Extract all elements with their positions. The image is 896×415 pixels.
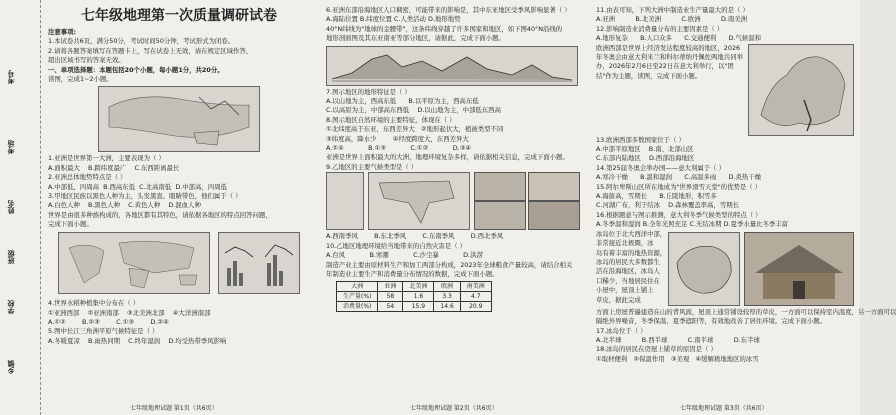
photo-thumbnail (474, 172, 526, 201)
material-text: 地形剖面图及其东亚南亚等部分地区，请据此，完成下面小题。 (326, 34, 505, 43)
photo-thumbnail (474, 201, 526, 230)
table-row (337, 302, 492, 312)
page-1-footer: 七年级地理试题 第1页（共6页） (130, 405, 218, 412)
page-3 (596, 6, 896, 364)
table-cell: 15.9 (403, 302, 434, 312)
question-8: 8.图示地区自然环境的主要特征，体现在（ ） (326, 115, 456, 124)
binding-label-kaochang: 考场 (7, 140, 15, 154)
page-3-footer: 七年级地理试题 第3页（共6页） (680, 405, 768, 412)
table-cell: 3.3 (434, 292, 460, 302)
q1-options: A.面积最大 B.跨纬度最广 C.东西距离最长 (48, 163, 180, 172)
q5-options: A.冬暖夏凉 B.雨热同期 C.终年湿润 D.均受热带季风影响 (48, 336, 227, 345)
question-13: 13.欧洲西部多数国家位于（ ） (596, 135, 685, 144)
world-map-svg (59, 233, 209, 293)
question-1: 1.亚洲是世界第一大洲，主要表现为（ ） (48, 154, 165, 163)
q10-options: A.台风 B.寒潮 C.沙尘暴 D.洪涝 (326, 251, 483, 260)
iceland-block (596, 230, 854, 308)
south-asia-map-figure (368, 172, 470, 230)
world-map-figure (58, 232, 210, 294)
europe-block (596, 44, 854, 136)
table-cell: 欧洲 (434, 282, 460, 292)
section-heading: 一、单项选择题：本题包括20个小题，每小题1分，共20分。 (48, 65, 224, 74)
q17-options: A.北半球 B.西半球 C.南半球 D.东半球 (596, 335, 760, 344)
q7-options: C.以高原为主，中部高东西低 D.以山地为主，中部低东西高 (326, 106, 501, 115)
intro-text: 读图，完成1~2小题。 (48, 75, 113, 84)
region-figures (326, 172, 588, 232)
material-text: 方面上房屋普遍建造在山的背风面，屋顶上通常铺设较厚的草皮，一方面可以保持室内温度，另一方面可以 (596, 307, 896, 316)
table-cell: 14.6 (434, 302, 460, 312)
table-row (337, 292, 492, 302)
q16-options: A.冬季温和湿润 B.全年光照充足 C.无结冰期 D.夏季水量比冬季丰富 (596, 220, 789, 229)
table-cell: 4.7 (460, 292, 491, 302)
q8-options: ③纬度高，降水少 ④经度跨度大，东西差异大 (326, 134, 469, 143)
q7-options: A.以山地为主，西高东低 B.以平原为主，西高东低 (326, 97, 479, 106)
page-2-footer: 七年级地理试题 第2页（共6页） (410, 405, 498, 412)
south-asia-map-svg (369, 173, 469, 229)
q8-choices: A.②④ B.①③ C.①② D.③④ (326, 144, 472, 153)
table-cell: 20.9 (460, 302, 491, 312)
material-text: 40°N纬线为"地球的金腰带"，这条纬线穿越了许多国家和地区，如下图40°N沿线的 (326, 24, 563, 33)
q12-options: A.地形复杂 B.人口众多 C.交通便利 D.气候温和 (596, 34, 762, 43)
q4-options: ①亚洲西部 ②亚洲南部 ③北美洲北部 ④大洋洲南部 (48, 308, 211, 317)
table-cell: 亚洲 (378, 282, 403, 292)
table-cell: 54 (378, 302, 403, 312)
question-4: 4.世界水稻种植集中分布在（ ） (48, 299, 140, 308)
binding-label-name: 姓名 (7, 200, 15, 214)
question-18: 18.冰岛的居民在房屋上铺草的原因是（ ） (596, 345, 717, 354)
notes-heading: 注意事项: (48, 28, 77, 36)
turf-house-svg (745, 233, 853, 305)
page-2 (326, 6, 588, 314)
table-row (337, 282, 492, 292)
q4-choices: A.①② B.②③ C.①③ D.②④ (48, 317, 169, 326)
table-cell: 消费量(%) (337, 302, 378, 312)
material-text: 制造产业主要由原材料生产和加工两部分构成，2023年全球粮食产量较高，请结合相关 (326, 260, 573, 269)
q8-options: ①北纬度高于东亚，东西差异大 ②地形起伏大，植被类型不同 (326, 125, 504, 134)
material-text: 冰岛位于北大西洋中部， 非常接近北极圈，冰 岛有着丰富的地热资源， 冰岛的居民大多数都生 活在沿海地区，冰岛人 口稀少，当地居民住在 小屋中，屋顶上铺上 草皮，据此完成 (596, 229, 667, 304)
photo-thumbnail (528, 201, 580, 230)
q14-options: A.寒冷干燥 B.温和湿润 C.高温多雨 D.炎热干燥 (596, 173, 762, 182)
binding-label-kaohao: 考号 (7, 70, 15, 84)
terrain-profile-figure (326, 46, 578, 86)
table-cell: 南美洲 (460, 282, 491, 292)
table-cell: 生产量(%) (337, 292, 378, 302)
material-text: 亚洲是世界上面积最大的大洲，地理环境复杂多样，请依据相关信息，完成下面小题。 (326, 153, 569, 162)
asia-map-figure (98, 86, 260, 152)
question-14: 14.第25届冬奥会举办国——意大利属于（ ） (596, 163, 725, 172)
production-table (336, 281, 492, 312)
q11-options: A.亚洲 B.北美洲 C.欧洲 D.南美洲 (596, 15, 748, 24)
page-1 (48, 6, 310, 346)
iceland-map-svg (669, 233, 739, 305)
material-text: 隔绝外界噪音，冬季保温、夏季遮阳等，有效地改善了居住环境。完成下面小题。 (596, 317, 827, 326)
q9-options: A.西南季风 B.东北季风 C.东南季风 D.西北季风 (326, 232, 504, 241)
question-11: 11.由表可知，下列大洲中制造业生产量最大的是（ ） (596, 6, 749, 14)
binding-margin (0, 0, 41, 415)
question-17: 17.冰岛位于（ ） (596, 326, 647, 335)
material-text: 年制造业主要生产和消费量分布情况的数据，完成下面小题。 (326, 269, 499, 278)
question-2: 2.亚洲总体地势特点是（ ） (48, 173, 127, 182)
note-line: 2.请将各题答案填写在答题卡上，写在试卷上无效，请在规定区域作答， (48, 46, 253, 55)
q13-options: C.东部内陆地区 D.西部沿海地区 (596, 154, 695, 163)
table-cell: 北美洲 (403, 282, 434, 292)
q2-options: A.中部低，四周高 B.西高东低 C.北高南低 D.中部高，四周低 (48, 182, 227, 191)
table-cell: 1.6 (403, 292, 434, 302)
q3-options: A.白色人种 B.黑色人种 C.黄色人种 D.混血人种 (48, 201, 201, 210)
question-15: 15.阿尔卑斯山区所在地成为"世界滑雪天堂"的优势是（ ） (596, 182, 762, 191)
note-line: 1.本试卷共6页，满分50分，考试时间50分钟，考试形式为闭卷。 (48, 37, 235, 46)
q6-options: A.海陆位置 B.纬度位置 C.人类活动 D.地形地势 (326, 15, 461, 24)
climate-charts-svg (219, 233, 299, 293)
binding-label-school: 学校 (7, 300, 15, 314)
europe-map-svg (749, 45, 853, 135)
question-10: 10.乙地区地理环境给当地带来的自然灾害是（ ） (326, 241, 467, 250)
terrain-profile-svg (327, 47, 577, 85)
question-6: 6.亚洲东部沿海地区人口稠密，可能带来的影响是，其中东亚地区受季风影响显著（ ） (326, 6, 571, 14)
question-5: 5.图中长江三角洲平原气候特征是（ ） (48, 327, 159, 336)
q15-options: C.河湖广布，利于结冰 D.森林覆盖率高，雪期长 (596, 201, 740, 210)
asia-map-svg (99, 87, 259, 151)
photo-thumbnail (528, 172, 580, 201)
material-text: 欧洲西部是世界上经济发达程度较高的地区，2026年冬奥会由意大利米兰和科尔蒂纳丹佩佐两地共同举办，2026年2月6日至22日在意大利举行，以"团结"作为主题，读图，完成下面小题。 (596, 43, 743, 80)
exam-title: 七年级地理第一次质量调研试卷 (81, 8, 277, 24)
europe-map-figure (748, 44, 854, 136)
question-3: 3.甲地区民族以黑色人种为主，头发黑直、眼睛带色，他们属于（ ） (48, 192, 242, 201)
q13-options: A.中部平原地区 B.南、北部山区 (596, 145, 694, 154)
material-text: 世界是由很多种族构成的，各地区都有其特色，请依据各地区的特点回答问题， (48, 210, 272, 219)
question-7: 7.图示地区的地形特征是（ ） (326, 87, 411, 96)
inset-map-figure (326, 172, 364, 230)
q15-options: A.海拔高，雪期长 B.丘陵地形，积雪多 (596, 192, 717, 201)
iceland-map-figure (668, 232, 740, 306)
table-cell: 58 (378, 292, 403, 302)
question-16: 16.根据题意与图示推测，意大利冬季气候类型的特点（ ） (596, 210, 762, 219)
question-12: 12.影响制造业消费量分布的主要因素是（ ） (596, 24, 724, 33)
binding-label-class: 班级 (7, 250, 15, 264)
table-cell: 大洲 (337, 282, 378, 292)
question-9: 9.乙地区的主要气候类型是（ ） (326, 162, 418, 171)
material-text: 完成下面小题。 (48, 220, 93, 229)
turf-house-photo (744, 232, 854, 306)
binding-label-town: 乡镇 (7, 360, 15, 374)
q18-options: ①取材便利 ②保温作用 ③美观 ④缓解极地地区的冰雪 (596, 354, 759, 363)
note-line: 超出区域书写的答案无效。 (48, 56, 125, 65)
climate-charts-figure (218, 232, 300, 294)
